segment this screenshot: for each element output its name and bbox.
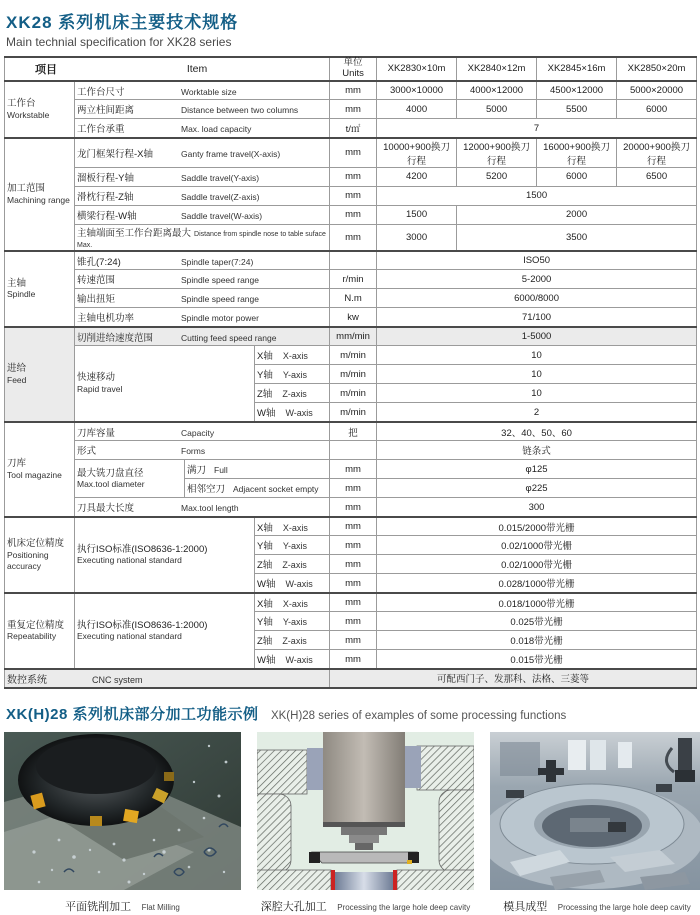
table-row	[5, 119, 697, 138]
cell-text-en: Distance from spindle nose to table suface Max.	[77, 230, 326, 249]
table-row	[5, 669, 697, 688]
cell-text-cn: 满刀	[187, 465, 207, 477]
spec-table	[4, 56, 697, 689]
value-cell: 0.018带光栅	[377, 631, 697, 650]
unit-cell: mm	[330, 205, 377, 224]
photo-block-deep-cavity	[257, 732, 474, 915]
value-cell: ISO50	[377, 251, 697, 270]
cell-text-cn: Y轴	[257, 617, 273, 629]
value-cell: 10	[377, 365, 697, 384]
cell-text-en: Distance between two columns	[181, 105, 299, 116]
value-cell: 3000	[377, 224, 457, 251]
caption-cn: 深腔大孔加工	[260, 900, 327, 913]
caption-cn: 平面铣削加工	[65, 900, 132, 913]
table-row	[5, 270, 697, 289]
cell-text-cn: Y轴	[257, 370, 273, 382]
value-cell: 5200	[457, 167, 537, 186]
header-model-xk2830: XK2830×10m	[377, 57, 457, 81]
value-cell: 16000+900换刀行程	[537, 138, 617, 168]
item-cell	[75, 119, 330, 138]
cell-text-cn: 相邻空刀	[187, 484, 226, 496]
cell-text-cn: 主轴	[7, 277, 27, 289]
value-cell: 12000+900换刀行程	[457, 138, 537, 168]
unit-cell: mm	[330, 574, 377, 593]
value-cell: 0.02/1000带光栅	[377, 555, 697, 574]
unit-cell: mm	[330, 536, 377, 555]
caption-en: Flat Milling	[141, 902, 180, 912]
cell-text-cn: 工作台	[7, 98, 36, 110]
item-cell	[75, 327, 330, 346]
section2-heading	[6, 703, 696, 724]
item-cell	[75, 422, 330, 441]
value-cell: 0.015带光栅	[377, 650, 697, 669]
value-cell: 可配西门子、发那科、法格、三菱等	[330, 669, 697, 688]
table-row	[5, 224, 697, 251]
row-group-machining-range	[5, 138, 75, 251]
axis-cell	[255, 650, 330, 669]
unit-cell: mm	[330, 517, 377, 536]
value-cell: 71/100	[377, 308, 697, 327]
value-cell: 1500	[377, 186, 697, 205]
cell-text-cn: 刀库	[7, 458, 27, 470]
flat-milling-image	[4, 732, 241, 890]
cell-text-en: X-axis	[282, 351, 308, 362]
value-cell: 0.02/1000带光栅	[377, 536, 697, 555]
table-row	[5, 138, 697, 168]
photo-block-flat-milling	[4, 732, 241, 915]
value-cell: 10	[377, 384, 697, 403]
cell-text-en: W-axis	[285, 408, 313, 419]
cell-text-en: Saddle travel(Z-axis)	[181, 191, 260, 202]
caption-deep-cavity	[257, 897, 474, 915]
axis-cell	[255, 384, 330, 403]
item-cell	[75, 100, 330, 119]
value-cell: 5500	[537, 100, 617, 119]
table-row	[5, 81, 697, 100]
header-item-cell	[5, 57, 330, 81]
cell-text-cn: W轴	[257, 579, 276, 591]
value-cell: 4500×12000	[537, 81, 617, 100]
item-cell	[75, 224, 330, 251]
item-cell	[75, 441, 330, 460]
cell-text-cn: 刀库容量	[77, 427, 116, 439]
cnc-system-label	[5, 669, 330, 688]
value-cell: 300	[377, 498, 697, 517]
cell-text-cn: 锥孔(7:24)	[77, 256, 121, 268]
page-subtitle: Main technial specification for XK28 series	[6, 35, 232, 49]
cell-text-cn: 龙门框架行程-X轴	[77, 148, 154, 160]
cell-text-cn: 主轴电机功率	[77, 313, 135, 325]
value-cell: 0.018/1000带光栅	[377, 593, 697, 612]
unit-cell: mm	[330, 186, 377, 205]
value-cell: 4000×12000	[457, 81, 537, 100]
cell-text-en: Spindle	[7, 289, 36, 300]
cell-text-cn: 输出扭矩	[77, 294, 116, 306]
cell-text-en: Y-axis	[282, 370, 308, 381]
cell-text-en: Z-axis	[282, 636, 307, 647]
header-item-cn: 项目	[35, 63, 57, 76]
table-row	[5, 422, 697, 441]
cell-text-cn: W轴	[257, 408, 276, 420]
axis-cell	[255, 555, 330, 574]
item-cell	[75, 251, 330, 270]
table-row	[5, 205, 697, 224]
cell-text-cn: 工作台承重	[77, 124, 125, 136]
cell-text-cn: 执行ISO标准(ISO8636-1:2000)	[77, 543, 208, 555]
value-cell: 0.028/1000带光栅	[377, 574, 697, 593]
value-cell: 链条式	[377, 441, 697, 460]
cell-text-cn: 进给	[7, 363, 27, 375]
caption-en: Processing the large hole deep cavity	[337, 902, 471, 912]
item-cell	[75, 205, 330, 224]
cell-text-en: Repeatability	[7, 631, 57, 642]
header-model-xk2840: XK2840×12m	[457, 57, 537, 81]
unit-cell: mm	[330, 167, 377, 186]
cell-text-en: X-axis	[282, 598, 308, 609]
row-group-workstable	[5, 81, 75, 138]
unit-cell: mm	[330, 650, 377, 669]
unit-cell: t/㎡	[330, 119, 377, 138]
header-model-xk2845: XK2845×16m	[537, 57, 617, 81]
axis-cell	[255, 612, 330, 631]
table-row	[5, 327, 697, 346]
cell-text-cn: X轴	[257, 351, 273, 363]
unit-cell: mm/min	[330, 327, 377, 346]
unit-cell: mm	[330, 479, 377, 498]
cell-text-en: W-axis	[285, 655, 313, 666]
unit-cell: mm	[330, 612, 377, 631]
value-cell: 5000	[457, 100, 537, 119]
value-cell: 3000×10000	[377, 81, 457, 100]
cell-text-cn: 切削进给速度范围	[77, 332, 154, 344]
cell-text-en: Spindle taper(7:24)	[181, 256, 254, 267]
table-row	[5, 498, 697, 517]
cell-text-en: Adjacent socket empty	[233, 484, 319, 495]
unit-cell: mm	[330, 100, 377, 119]
cell-text-en: Max.tool length	[181, 503, 239, 514]
cell-text-en: Worktable size	[181, 86, 237, 97]
cell-text-en: Spindle speed range	[181, 294, 259, 305]
unit-cell: kw	[330, 308, 377, 327]
spec-table-body	[5, 81, 697, 688]
item-cell	[75, 289, 330, 308]
cell-text-en: Max.tool diameter	[77, 479, 145, 490]
cell-text-cn: 主轴端面至工作台距离最大	[77, 227, 192, 239]
cell-text-cn: 转速范围	[77, 275, 116, 287]
cell-text-cn: X轴	[257, 598, 273, 610]
cell-text-en: Forms	[181, 446, 206, 457]
value-cell: 20000+900换刀行程	[617, 138, 697, 168]
unit-cell: mm	[330, 555, 377, 574]
cell-text-en: Spindle speed range	[181, 275, 259, 286]
value-cell: 32、40、50、60	[377, 422, 697, 441]
cell-text-cn: 两立柱间距离	[77, 105, 135, 117]
value-cell: 6000	[617, 100, 697, 119]
cell-text-en: Spindle motor power	[181, 313, 259, 324]
item-cell	[75, 593, 255, 669]
axis-cell	[255, 403, 330, 422]
value-cell: 0.025带光栅	[377, 612, 697, 631]
table-row	[5, 251, 697, 270]
cell-text-en: Positioning accuracy	[7, 550, 49, 571]
cell-text-en: Cutting feed speed range	[181, 332, 277, 343]
row-group-spindle	[5, 251, 75, 327]
cell-text-cn: 最大铣刀盘直径	[77, 467, 144, 479]
cell-text-en: Full	[214, 465, 228, 476]
cell-text-en: Saddle travel(Y-axis)	[181, 172, 260, 183]
cell-text-cn: Y轴	[257, 541, 273, 553]
unit-cell: r/min	[330, 270, 377, 289]
cell-text-cn: 刀具最大长度	[77, 503, 135, 515]
cell-text-en: Feed	[7, 374, 27, 385]
value-cell: φ125	[377, 460, 697, 479]
unit-cell: m/min	[330, 365, 377, 384]
cell-text-cn: X轴	[257, 522, 273, 534]
mold-forming-image	[490, 732, 700, 890]
item-subcell	[185, 479, 330, 498]
value-cell: 5000×20000	[617, 81, 697, 100]
item-cell	[75, 517, 255, 593]
table-row	[5, 517, 697, 536]
unit-cell: mm	[330, 138, 377, 168]
deep-cavity-image	[257, 732, 474, 890]
item-cell	[75, 81, 330, 100]
axis-cell	[255, 517, 330, 536]
cell-text-cn: 数控系统	[7, 674, 47, 686]
unit-cell: mm	[330, 460, 377, 479]
header-model-xk2850: XK2850×20m	[617, 57, 697, 81]
axis-cell	[255, 536, 330, 555]
axis-cell	[255, 593, 330, 612]
unit-cell	[330, 251, 377, 270]
value-cell: 4200	[377, 167, 457, 186]
cell-text-en: Max. load capacity	[181, 124, 252, 135]
unit-cell: 把	[330, 422, 377, 441]
table-row	[5, 289, 697, 308]
value-cell: 3500	[457, 224, 697, 251]
cell-text-en: Capacity	[181, 427, 215, 438]
table-row	[5, 593, 697, 612]
table-header-row	[5, 57, 697, 81]
section2-title-cn: XK(H)28 系列机床部分加工功能示例	[6, 705, 259, 723]
cell-text-cn: Z轴	[257, 636, 273, 648]
item-cell	[75, 138, 330, 168]
cell-text-en: Y-axis	[282, 541, 308, 552]
value-cell: 0.015/2000带光栅	[377, 517, 697, 536]
cell-text-cn: 溜板行程-Y轴	[77, 172, 135, 184]
value-cell: 6500	[617, 167, 697, 186]
value-cell: 6000	[537, 167, 617, 186]
cell-text-cn: 机床定位精度	[7, 538, 65, 550]
caption-mold-forming	[490, 897, 700, 915]
section2-title-en: XK(H)28 series of examples of some processing functions	[270, 709, 567, 722]
header-units-cn: 单位	[343, 57, 363, 68]
cell-text-en: W-axis	[285, 579, 313, 590]
value-cell: 7	[377, 119, 697, 138]
item-subcell	[185, 460, 330, 479]
axis-cell	[255, 631, 330, 650]
row-group-feed	[5, 327, 75, 422]
unit-cell: m/min	[330, 346, 377, 365]
axis-cell	[255, 346, 330, 365]
unit-cell: mm	[330, 593, 377, 612]
cell-text-cn: W轴	[257, 655, 276, 667]
header-units-cell	[330, 57, 377, 81]
table-row	[5, 441, 697, 460]
unit-cell: m/min	[330, 384, 377, 403]
unit-cell: m/min	[330, 403, 377, 422]
cell-text-cn: 执行ISO标准(ISO8636-1:2000)	[77, 619, 208, 631]
unit-cell: mm	[330, 224, 377, 251]
cell-text-en: Machining range	[7, 194, 70, 205]
cell-text-cn: Z轴	[257, 389, 273, 401]
cell-text-en: Rapid travel	[77, 384, 123, 395]
cell-text-cn: 滑枕行程-Z轴	[77, 191, 134, 203]
item-cell	[75, 167, 330, 186]
cell-text-cn: 快速移动	[77, 372, 116, 384]
cell-text-en: Z-axis	[282, 389, 307, 400]
cell-text-en: Z-axis	[282, 560, 307, 571]
cell-text-en: Saddle travel(W-axis)	[181, 210, 263, 221]
cell-text-en: Ganty frame travel(X-axis)	[181, 148, 281, 159]
unit-cell: N.m	[330, 289, 377, 308]
table-row	[5, 186, 697, 205]
item-cell	[75, 186, 330, 205]
cell-text-en: Tool magazine	[7, 469, 62, 480]
value-cell: 1500	[377, 205, 457, 224]
table-row	[5, 346, 697, 365]
cell-text-en: Executing national standard	[77, 555, 182, 566]
photo-row	[4, 732, 696, 915]
item-cell	[75, 498, 330, 517]
item-cell	[75, 270, 330, 289]
row-group-repeatability	[5, 593, 75, 669]
page-title: XK28 系列机床主要技术规格	[6, 13, 239, 32]
value-cell: 2000	[457, 205, 697, 224]
value-cell: 5-2000	[377, 270, 697, 289]
value-cell: 2	[377, 403, 697, 422]
caption-en: Processing the large hole deep cavity	[557, 902, 691, 912]
cell-text-cn: 重复定位精度	[7, 619, 65, 631]
axis-cell	[255, 365, 330, 384]
value-cell: 10	[377, 346, 697, 365]
cell-text-cn: Z轴	[257, 560, 273, 572]
cell-text-cn: 工作台尺寸	[77, 86, 125, 98]
table-row	[5, 308, 697, 327]
header-item-en: Item	[186, 62, 208, 75]
unit-cell: mm	[330, 498, 377, 517]
value-cell: 6000/8000	[377, 289, 697, 308]
row-group-tool-magazine	[5, 422, 75, 517]
cell-text-cn: 加工范围	[7, 183, 46, 195]
table-row	[5, 167, 697, 186]
unit-cell	[330, 441, 377, 460]
value-cell: 1-5000	[377, 327, 697, 346]
cell-text-cn: 横梁行程-W轴	[77, 210, 137, 222]
value-cell: φ225	[377, 479, 697, 498]
item-cell	[75, 308, 330, 327]
value-cell: 4000	[377, 100, 457, 119]
caption-flat-milling	[4, 897, 241, 915]
photo-block-mold-forming	[490, 732, 700, 915]
table-row	[5, 100, 697, 119]
caption-cn: 模具成型	[503, 900, 548, 913]
cell-text-en: CNC system	[92, 674, 143, 685]
table-row	[5, 460, 697, 479]
item-cell	[75, 346, 255, 422]
item-cell	[75, 460, 185, 498]
value-cell: 10000+900换刀行程	[377, 138, 457, 168]
unit-cell: mm	[330, 631, 377, 650]
axis-cell	[255, 574, 330, 593]
unit-cell: mm	[330, 81, 377, 100]
row-group-positioning-accuracy	[5, 517, 75, 593]
cell-text-en: Executing national standard	[77, 631, 182, 642]
cell-text-cn: 形式	[77, 446, 97, 458]
cell-text-en: Y-axis	[282, 617, 308, 628]
cell-text-en: X-axis	[282, 522, 308, 533]
header-units-en: Units	[342, 67, 364, 79]
cell-text-en: Workstable	[7, 109, 50, 120]
